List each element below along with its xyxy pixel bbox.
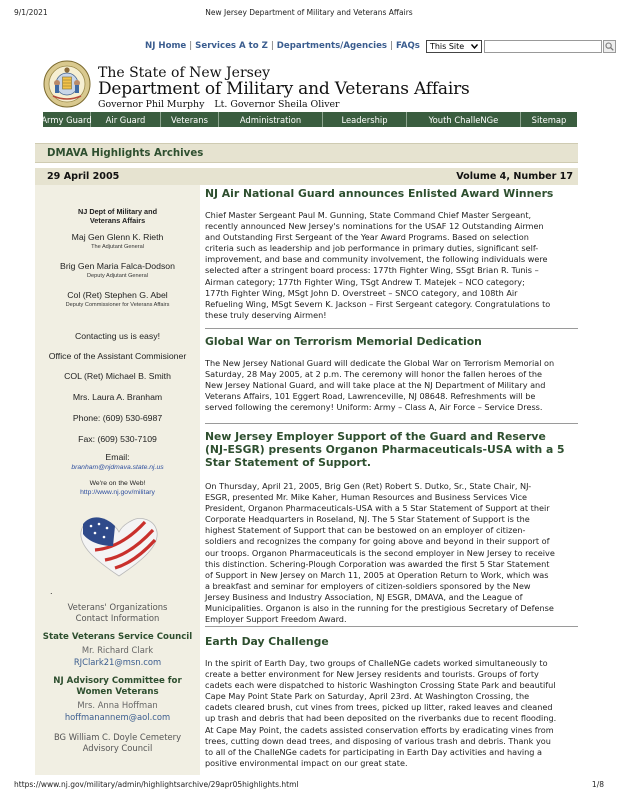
women-committee-name: NJ Advisory Committee for bbox=[53, 676, 182, 686]
nav-sitemap[interactable]: Sitemap bbox=[531, 114, 567, 125]
lt-governor-name: Lt. Governor Sheila Oliver bbox=[214, 99, 340, 110]
article-line: Chief Master Sergeant Paul M. Gunning, State Command Chief Master Sergeant, bbox=[205, 210, 532, 220]
article-title-line: (NJ-ESGR) presents Organon Pharmaceuticals-USA with a 5 bbox=[205, 443, 565, 456]
sidebar-dot: . bbox=[50, 587, 53, 596]
article-body bbox=[205, 658, 578, 769]
article-line: 177th Fighter Wing, MSgt John D. Overstreet – SNCO category, and 108th Air bbox=[205, 287, 518, 298]
article-line: improvement, and base and community involvement, the following individuals were bbox=[205, 254, 548, 265]
leader-name: Col (Ret) Stephen G. Abel bbox=[67, 290, 168, 300]
article-line: to all of the ChalleNGe cadets for participating in Earth Day activities and having a bbox=[205, 746, 543, 757]
article-line: President, Organon Pharmaceuticals-USA with a 5 Star Statement of Support at their bbox=[205, 503, 550, 514]
article-title: NJ Air National Guard announces Enlisted Award Winners bbox=[205, 187, 554, 200]
article-line: and Outstanding First Sergeant of the Year Award Programs. Based on selection bbox=[205, 232, 529, 243]
article-line: Municipalities. Organon is also in the running for the prestigious Secretary of Defense bbox=[205, 603, 554, 614]
nav-leadership[interactable]: Leadership bbox=[323, 112, 407, 127]
search-button[interactable] bbox=[603, 40, 616, 53]
article-line: a breakfast and seminar for employers of citizen-soldiers sponsored by the New bbox=[205, 580, 531, 591]
vet-orgs-line[interactable]: Veterans' Organizations bbox=[67, 602, 168, 612]
governor-name: Governor Phil Murphy bbox=[98, 99, 205, 110]
services-a-to-z-link[interactable]: Services A to Z bbox=[195, 41, 268, 51]
leader-name: Brig Gen Maria Falca-Dodson bbox=[60, 261, 175, 271]
article-line: create a better environment for New Jersey residents and tourists. Groups of forty bbox=[205, 669, 539, 680]
nav-separator: | bbox=[189, 41, 193, 51]
section-title: DMAVA Highlights Archives bbox=[47, 147, 204, 159]
article-divider bbox=[205, 626, 578, 627]
article-line: highest Statement of Support that can be bestowed on an employer of citizen- bbox=[205, 525, 526, 536]
department-title[interactable]: Department of Military and Veterans Affairs bbox=[98, 79, 470, 99]
article-divider bbox=[205, 328, 578, 329]
contact-fax: Fax: (609) 530-7109 bbox=[78, 434, 157, 444]
leader-title: Deputy Adjutant General bbox=[87, 273, 148, 279]
article-line: New Jersey National Guard, and will take place at the NJ Department of Military and bbox=[205, 380, 546, 391]
nav-air-guard[interactable]: Air Guard bbox=[91, 112, 161, 127]
contact-office: Office of the Assistant Commisioner bbox=[48, 351, 187, 361]
article-line: selected after a stringent board process: 177th Fighter Wing, SSgt Brian R. Tunis – bbox=[205, 265, 539, 276]
article-line: of Support in New Jersey on March 11, 2005 at Operation Return to Work, which was bbox=[205, 569, 549, 580]
print-date: 9/1/2021 bbox=[14, 8, 48, 17]
contact-email-label: Email: bbox=[105, 452, 130, 462]
print-footer bbox=[14, 780, 604, 792]
article-title: Earth Day Challenge bbox=[205, 635, 329, 648]
issue-volume: Volume 4, Number 17 bbox=[456, 171, 573, 182]
women-committee-person: Mrs. Anna Hoffman bbox=[77, 700, 158, 710]
article-line: Cape May Point State Park on Saturday, April 23rd. At Washington Crossing, the bbox=[205, 691, 530, 702]
contact-web-label: We're on the Web! bbox=[89, 480, 146, 487]
contact-web-link[interactable]: http://www.nj.gov/military bbox=[80, 489, 155, 496]
contact-officer: COL (Ret) Michael B. Smith bbox=[64, 371, 171, 381]
article-line: Airman category; 177th Fighter Wing, TSgt Andrew T. Matejek – NCO category; bbox=[205, 276, 525, 287]
article-line: Corporate Headquarters in Roseland, NJ. The 5 Star Statement of Support is the bbox=[205, 514, 530, 525]
article-line: this distinction. Schering-Plough Corporation was awarded the first 5 Star Statement bbox=[205, 558, 550, 569]
article-line: ESGR, presented Mr. Mike Kaher, Human Resources and Business Services Vice bbox=[205, 492, 528, 503]
issue-bar bbox=[35, 168, 578, 185]
departments-agencies-link[interactable]: Departments/Agencies bbox=[276, 41, 388, 51]
print-url: https://www.nj.gov/military/admin/highlightsarchive/29apr05highlights.html bbox=[14, 780, 299, 789]
section-title-bar bbox=[35, 143, 578, 163]
article-line: Refueling Wing, MSgt Severn K. Jackson – First Sergeant category. Congratulations to bbox=[205, 298, 551, 309]
leader-title: The Adjutant General bbox=[91, 244, 144, 250]
article-title-line: New Jersey Employer Support of the Guard and Reserve bbox=[205, 430, 546, 443]
governor-line bbox=[98, 99, 340, 110]
contact-intro: Contacting us is easy! bbox=[75, 331, 160, 341]
search-icon bbox=[605, 42, 614, 51]
council-email-link[interactable]: RJClark21@msn.com bbox=[73, 657, 162, 667]
article-title bbox=[205, 430, 578, 469]
faqs-link[interactable]: FAQs bbox=[395, 41, 420, 51]
article-line: The New Jersey National Guard will dedicate the Global War on Terrorism Memorial on bbox=[205, 358, 555, 368]
contact-assistant: Mrs. Laura A. Branham bbox=[72, 392, 163, 402]
article-line: At Cape May Point, the cadets assisted conservation efforts by eradicating vines from bbox=[205, 724, 554, 735]
article-body bbox=[205, 210, 578, 321]
article-title-line: Star Statement of Support. bbox=[205, 456, 371, 469]
leader-name: Maj Gen Glenn K. Rieth bbox=[71, 232, 164, 242]
nj-home-link[interactable]: NJ Home bbox=[145, 41, 187, 51]
vet-orgs-line[interactable]: Contact Information bbox=[75, 613, 160, 623]
cemetery-council-line: BG William C. Doyle Cemetery bbox=[53, 732, 182, 742]
article-divider bbox=[205, 423, 578, 424]
search-input[interactable] bbox=[484, 40, 602, 53]
article-line: cadets cleared brush, cut vines from trees, picked up litter, raked leaves and cleaned bbox=[205, 702, 553, 713]
nav-separator: | bbox=[390, 41, 393, 51]
article-line: In the spirit of Earth Day, two groups of ChalleNGe cadets worked simultaneously to bbox=[205, 658, 548, 668]
council-person: Mr. Richard Clark bbox=[81, 645, 154, 655]
sidebar bbox=[35, 185, 200, 775]
article-line: up trash and debris that had been deposited on the riverbanks due to recent flooding. bbox=[205, 713, 557, 724]
contact-phone: Phone: (609) 530-6987 bbox=[72, 413, 163, 423]
search-scope-select[interactable] bbox=[426, 40, 482, 53]
flag-heart-icon bbox=[75, 512, 163, 580]
main-nav bbox=[43, 112, 577, 127]
print-title: New Jersey Department of Military and Veterans Affairs bbox=[205, 8, 413, 17]
article-line: soldiers and recognizes the company for going above and beyond in their support of bbox=[205, 536, 550, 547]
print-header bbox=[14, 8, 604, 20]
article-line: cadets each were dispatched to historic Washington Crossing State Park and beautiful bbox=[205, 680, 556, 691]
issue-date: 29 April 2005 bbox=[47, 171, 120, 182]
article-line: On Thursday, April 21, 2005, Brig Gen (Ret) Robert S. Dutko, Sr., State Chair, NJ- bbox=[205, 481, 532, 491]
leader-title: Deputy Commissioner for Veterans Affairs bbox=[65, 302, 170, 308]
sidebar-org-name: NJ Dept of Military and Veterans Affairs bbox=[77, 207, 158, 225]
chevron-down-icon bbox=[471, 44, 478, 49]
article-line: Employer Support Freedom Award. bbox=[205, 614, 347, 625]
article-line: these truly deserving Airmen! bbox=[205, 309, 327, 320]
article-line: served following the ceremony! Uniform: Army – Class A, Air Force – Service Dress. bbox=[205, 402, 543, 413]
article-line: Jersey Business and Industry Association, NJ ESGR, DMAVA, and the League of bbox=[205, 591, 523, 602]
nav-youth-challenge[interactable]: Youth ChalleNGe bbox=[407, 112, 521, 127]
women-committee-email-link[interactable]: hoffmanannem@aol.com bbox=[64, 712, 171, 722]
contact-email-link[interactable]: branham@njdmava.state.nj.us bbox=[71, 464, 164, 471]
nav-administration[interactable]: Administration bbox=[219, 112, 323, 127]
state-title: The State of New Jersey bbox=[98, 65, 271, 81]
cemetery-council-line: Advisory Council bbox=[82, 743, 153, 753]
article-body bbox=[205, 358, 578, 413]
council-name: State Veterans Service Council bbox=[42, 632, 193, 642]
article-line: recently announced New Jersey's nominations for the USAF 12 Outstanding Airmen bbox=[205, 221, 544, 232]
article-line: our troops. Organon Pharmaceuticals is the second employer in New Jersey to receive bbox=[205, 547, 555, 558]
article-line: criteria such as leadership and job performance in primary duties, significant self- bbox=[205, 243, 539, 254]
women-committee-name: Women Veterans bbox=[76, 687, 159, 697]
article-title: Global War on Terrorism Memorial Dedication bbox=[205, 335, 482, 348]
article-line: trees, cutting down dead trees, and disposing of various trash and debris. Thank you bbox=[205, 735, 551, 746]
article-line: Veterans Affairs, 101 Eggert Road, Lawrenceville, NJ 08648. Refreshments will be bbox=[205, 391, 536, 402]
nav-separator: | bbox=[270, 41, 274, 51]
nav-army-guard[interactable]: Army Guard bbox=[43, 112, 91, 127]
nav-veterans[interactable]: Veterans bbox=[161, 112, 219, 127]
top-nav bbox=[145, 38, 616, 54]
article-line: positive environmental impact on our great state. bbox=[205, 757, 408, 768]
search-scope-value: This Site bbox=[429, 41, 465, 51]
print-page-number: 1/8 bbox=[591, 780, 604, 789]
article-line: Saturday, 28 May 2005, at 2 p.m. The ceremony will honor the fallen heroes of the bbox=[205, 369, 543, 380]
article-body bbox=[205, 481, 578, 625]
state-seal-icon[interactable] bbox=[43, 60, 91, 108]
